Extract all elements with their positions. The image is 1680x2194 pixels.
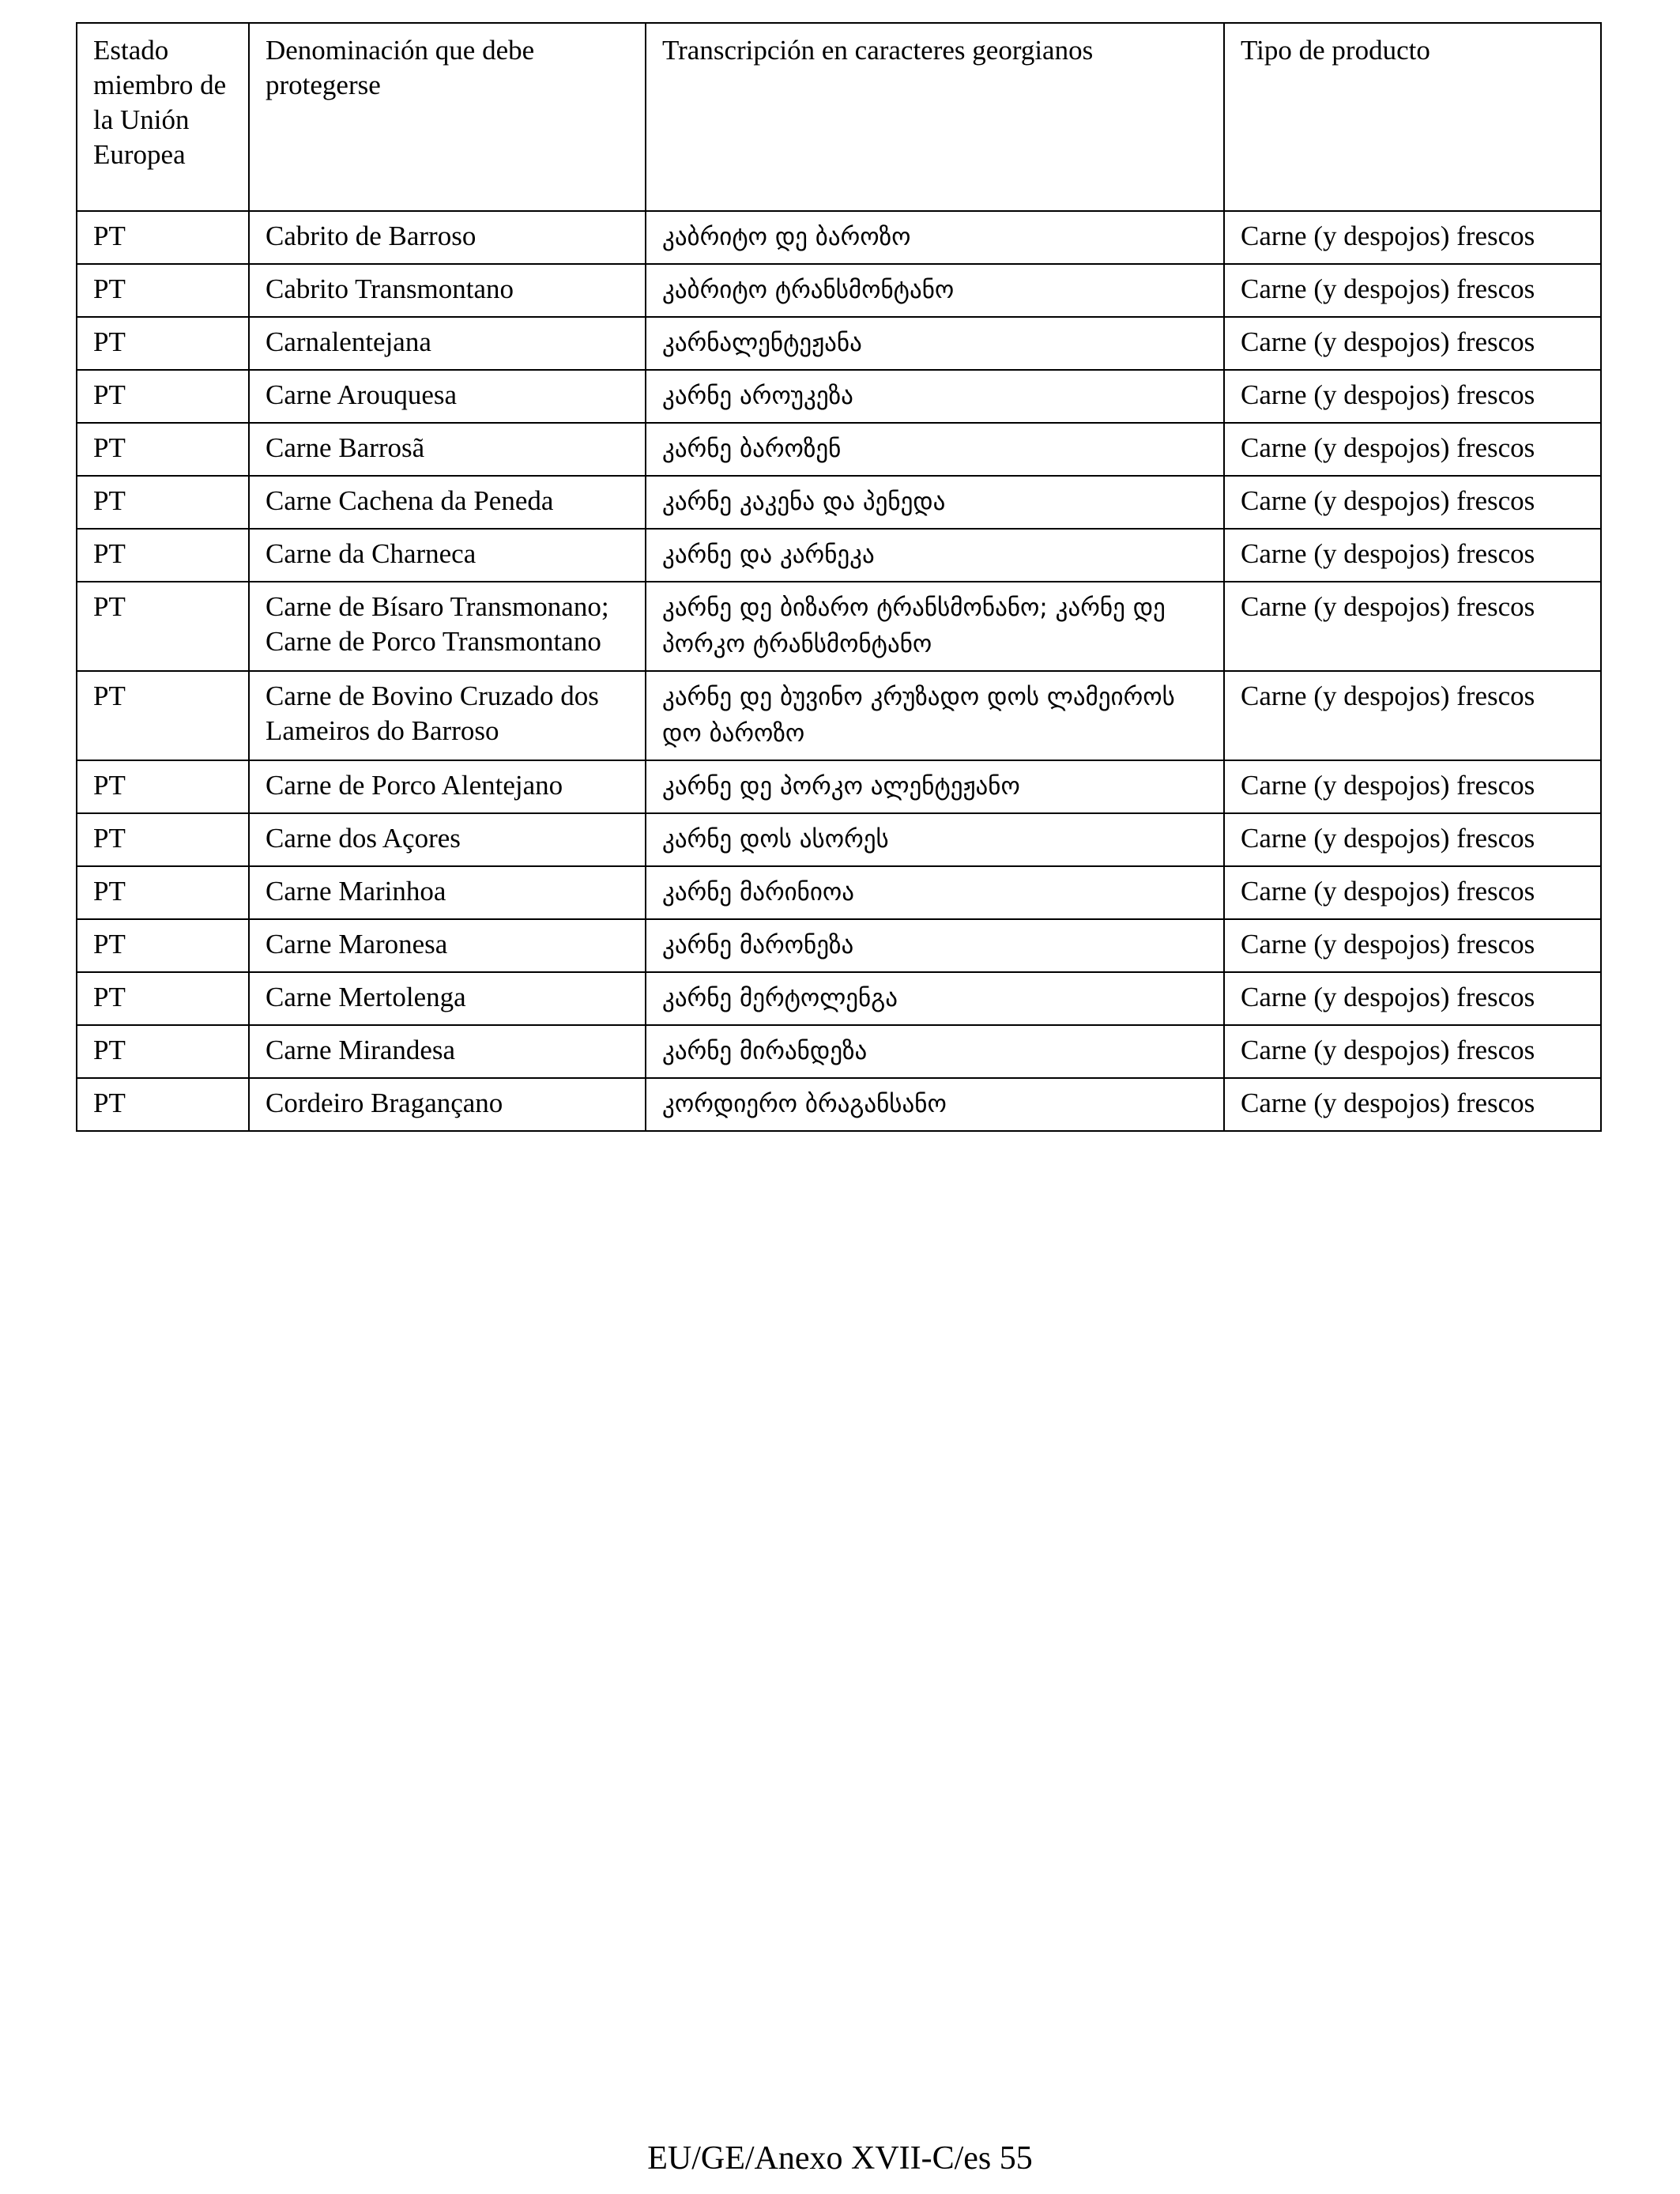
cell-name: Carne Maronesa [249,919,646,972]
page-footer: EU/GE/Anexo XVII-C/es 55 [647,2140,1033,2177]
cell-georgian-transcription: კაბრიტო ტრანსმონტანო [646,264,1224,317]
cell-georgian-transcription: კარნე დე ბიზარო ტრანსმონანო; კარნე დე პორკო ტრანსმონტანო [646,582,1224,671]
cell-member-state: PT [77,370,249,423]
table-header-row [77,23,1601,211]
cell-georgian-transcription: კარნე მარონეზა [646,919,1224,972]
cell-name: Carne Arouquesa [249,370,646,423]
cell-name: Cordeiro Bragançano [249,1078,646,1131]
table-row [77,211,1601,264]
header-name: Denominación que debe protegerse [249,23,646,211]
cell-product-type: Carne (y despojos) frescos [1224,813,1601,866]
table-row [77,529,1601,582]
cell-product-type: Carne (y despojos) frescos [1224,211,1601,264]
cell-product-type: Carne (y despojos) frescos [1224,423,1601,476]
cell-member-state: PT [77,264,249,317]
cell-name: Cabrito Transmontano [249,264,646,317]
cell-georgian-transcription: კარნე მირანდეზა [646,1025,1224,1078]
table-row [77,813,1601,866]
cell-product-type: Carne (y despojos) frescos [1224,529,1601,582]
header-product-type: Tipo de producto [1224,23,1601,211]
cell-georgian-transcription: კარნე მერტოლენგა [646,972,1224,1025]
cell-georgian-transcription: კარნე დოს ასორეს [646,813,1224,866]
cell-member-state: PT [77,317,249,370]
cell-product-type: Carne (y despojos) frescos [1224,476,1601,529]
cell-product-type: Carne (y despojos) frescos [1224,582,1601,671]
table-row [77,671,1601,760]
cell-product-type: Carne (y despojos) frescos [1224,760,1601,813]
table-row [77,476,1601,529]
cell-georgian-transcription: კარნალენტეჟანა [646,317,1224,370]
cell-member-state: PT [77,866,249,919]
cell-name: Carne de Bísaro Transmonano; Carne de Porco Transmontano [249,582,646,671]
cell-georgian-transcription: კარნე და კარნეკა [646,529,1224,582]
cell-member-state: PT [77,813,249,866]
cell-name: Carne Mirandesa [249,1025,646,1078]
table-row [77,264,1601,317]
cell-name: Carne Mertolenga [249,972,646,1025]
cell-name: Carne Barrosã [249,423,646,476]
cell-name: Carne dos Açores [249,813,646,866]
table-body [77,211,1601,1131]
table-row [77,919,1601,972]
cell-product-type: Carne (y despojos) frescos [1224,671,1601,760]
table-row [77,1078,1601,1131]
cell-name: Cabrito de Barroso [249,211,646,264]
cell-product-type: Carne (y despojos) frescos [1224,919,1601,972]
cell-product-type: Carne (y despojos) frescos [1224,1025,1601,1078]
cell-member-state: PT [77,582,249,671]
cell-member-state: PT [77,919,249,972]
cell-member-state: PT [77,529,249,582]
cell-member-state: PT [77,1078,249,1131]
cell-member-state: PT [77,972,249,1025]
cell-name: Carne Marinhoa [249,866,646,919]
cell-member-state: PT [77,211,249,264]
cell-georgian-transcription: კარნე აროუკეზა [646,370,1224,423]
cell-member-state: PT [77,1025,249,1078]
cell-name: Carne Cachena da Peneda [249,476,646,529]
cell-product-type: Carne (y despojos) frescos [1224,1078,1601,1131]
cell-product-type: Carne (y despojos) frescos [1224,264,1601,317]
cell-georgian-transcription: კარნე მარინიოა [646,866,1224,919]
cell-name: Carnalentejana [249,317,646,370]
table-row [77,760,1601,813]
cell-member-state: PT [77,476,249,529]
cell-georgian-transcription: კარნე კაკენა და პენედა [646,476,1224,529]
cell-georgian-transcription: კაბრიტო დე ბაროზო [646,211,1224,264]
cell-georgian-transcription: კორდიერო ბრაგანსანო [646,1078,1224,1131]
cell-member-state: PT [77,423,249,476]
table-row [77,317,1601,370]
cell-georgian-transcription: კარნე ბაროზენ [646,423,1224,476]
header-transcription: Transcripción en caracteres georgianos [646,23,1224,211]
cell-name: Carne da Charneca [249,529,646,582]
table-row [77,866,1601,919]
table-row [77,370,1601,423]
cell-member-state: PT [77,760,249,813]
cell-georgian-transcription: კარნე დე ბუვინო კრუზადო დოს ლამეიროს დო ბაროზო [646,671,1224,760]
cell-member-state: PT [77,671,249,760]
table-row [77,582,1601,671]
table-row [77,1025,1601,1078]
cell-product-type: Carne (y despojos) frescos [1224,317,1601,370]
cell-name: Carne de Bovino Cruzado dos Lameiros do Barroso [249,671,646,760]
cell-product-type: Carne (y despojos) frescos [1224,972,1601,1025]
cell-product-type: Carne (y despojos) frescos [1224,866,1601,919]
header-member-state: Estado miembro de la Unión Europea [77,23,249,211]
cell-name: Carne de Porco Alentejano [249,760,646,813]
table-row [77,423,1601,476]
cell-georgian-transcription: კარნე დე პორკო ალენტეჟანო [646,760,1224,813]
cell-product-type: Carne (y despojos) frescos [1224,370,1601,423]
gi-table [76,22,1602,1132]
table-row [77,972,1601,1025]
